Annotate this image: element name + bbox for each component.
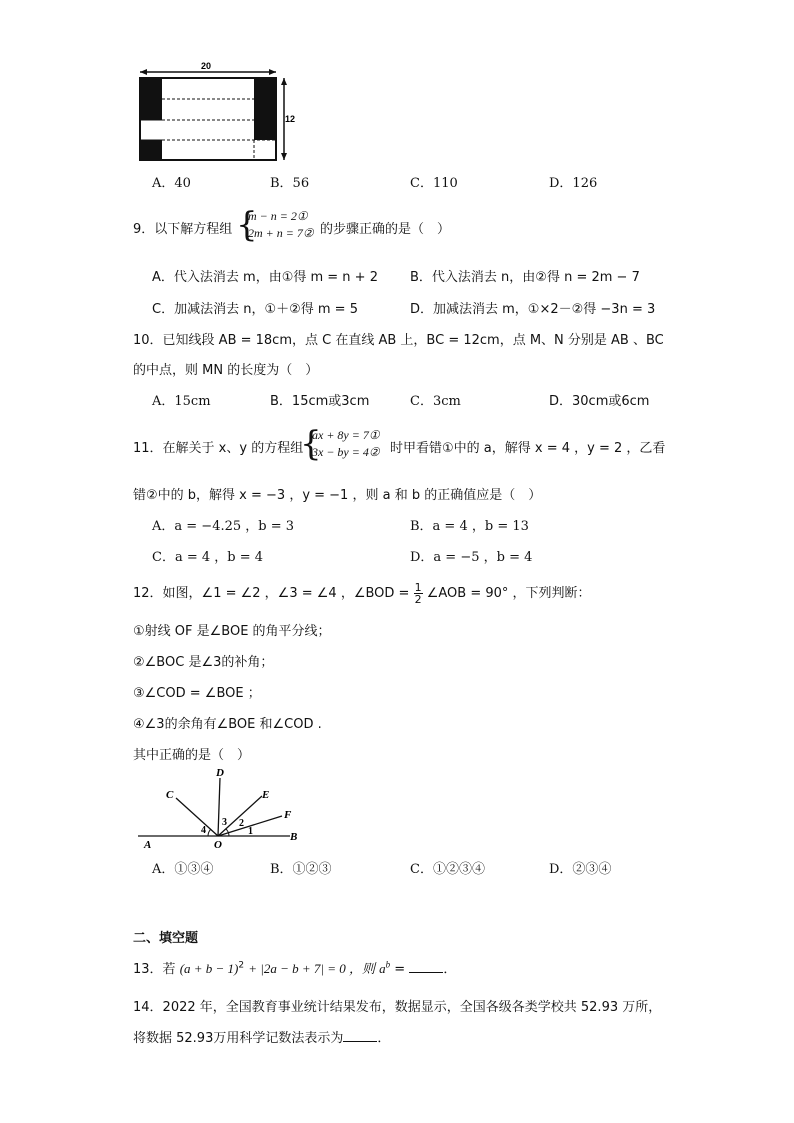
q12-option-b: B．①②③ bbox=[270, 862, 332, 877]
q12-intro-a: 12．如图，∠1 = ∠2 ，∠3 = ∠4 ，∠BOD = bbox=[133, 586, 410, 601]
width-label: 20 bbox=[200, 61, 212, 71]
q11-brace: { bbox=[300, 424, 322, 464]
q8-option-a: A．40 bbox=[152, 176, 191, 191]
q14-line2b: ． bbox=[377, 1031, 391, 1046]
q11-eq2: 3x − by = 4② bbox=[312, 445, 380, 459]
angle-figure bbox=[130, 768, 320, 850]
q12-option-a: A．①③④ bbox=[152, 862, 214, 877]
q11-option-c: C．a = 4 ，b = 4 bbox=[152, 550, 264, 565]
q11-line2: 错②中的 b，解得 x = −3 ，y = −1 ，则 a 和 b 的正确值应是（ ） bbox=[133, 488, 542, 503]
q10-line1: 10．已知线段 AB = 18cm，点 C 在直线 AB 上，BC = 12cm，点 M、N 分别是 AB 、BC bbox=[133, 333, 664, 348]
q12-item-3: ③∠COD = ∠BOE ； bbox=[133, 686, 261, 701]
q14-line2 bbox=[133, 1027, 390, 1046]
height-label: 12 bbox=[285, 114, 296, 124]
q13-b: + |2a − b + 7| = 0 ，则 bbox=[248, 961, 376, 976]
label-f: F bbox=[284, 809, 292, 821]
q10-option-c: C．3cm bbox=[410, 394, 461, 409]
q8-option-b: B．56 bbox=[270, 176, 310, 191]
q13-sup: 2 bbox=[238, 960, 245, 971]
q10-option-d: D．30cm或6cm bbox=[549, 394, 650, 409]
q9-brace: { bbox=[236, 205, 258, 245]
q12-frac-num: 1 bbox=[414, 581, 422, 594]
q11-suffix: 时甲看错①中的 a，解得 x = 4 ，y = 2 ，乙看 bbox=[390, 441, 666, 456]
q12-fraction bbox=[414, 582, 423, 605]
q12-option-c: C．①②③④ bbox=[410, 862, 485, 877]
q12-ask: 其中正确的是（ ） bbox=[133, 748, 251, 763]
q12-option-d: D．②③④ bbox=[549, 862, 612, 877]
q8-option-d: D．126 bbox=[549, 176, 598, 191]
q9-system bbox=[248, 208, 314, 242]
section-title: 二、填空题 bbox=[133, 931, 199, 946]
q13-answer-blank[interactable] bbox=[409, 960, 443, 973]
q9-eq2: 2m + n = 7② bbox=[248, 226, 314, 240]
q12-item-2: ②∠BOC 是∠3的补角； bbox=[133, 655, 274, 670]
q12-intro bbox=[133, 582, 591, 605]
q11-system bbox=[312, 427, 380, 461]
q14-line2a: 将数据 52.93万用科学记数法表示为 bbox=[133, 1031, 344, 1046]
label-2: 2 bbox=[239, 818, 244, 829]
q9-option-d: D．加减法消去 m，①×2－②得 −3n = 3 bbox=[410, 302, 656, 317]
q12-item-1: ①射线 OF 是∠BOE 的角平分线； bbox=[133, 624, 331, 639]
q10-line2: 的中点，则 MN 的长度为（ ） bbox=[133, 363, 319, 378]
q13-csup: b bbox=[385, 959, 391, 970]
q11-option-d: D．a = −5 ，b = 4 bbox=[410, 550, 533, 565]
q13-line bbox=[133, 958, 456, 977]
q11-eq1: ax + 8y = 7① bbox=[312, 428, 380, 442]
q13-e: ． bbox=[443, 962, 457, 977]
q8-option-c: C．110 bbox=[410, 176, 458, 191]
label-c: C bbox=[166, 789, 174, 801]
q9-option-a: A．代入法消去 m，由①得 m = n + 2 bbox=[152, 270, 378, 285]
q13-expr: (a + b − 1) bbox=[179, 961, 239, 976]
label-1: 1 bbox=[248, 826, 253, 837]
q10-option-b: B．15cm或3cm bbox=[270, 394, 370, 409]
q13-a: 13．若 bbox=[133, 962, 176, 977]
q13-c: a bbox=[379, 961, 386, 976]
q12-item-4: ④∠3的余角有∠BOE 和∠COD . bbox=[133, 717, 322, 732]
q9-option-c: C．加减法消去 n，①＋②得 m = 5 bbox=[152, 302, 358, 317]
q11-prefix: 11．在解关于 x、y 的方程组 bbox=[133, 441, 304, 456]
q9-option-b: B．代入法消去 n，由②得 n = 2m − 7 bbox=[410, 270, 640, 285]
q13-d: = bbox=[394, 962, 406, 977]
label-o: O bbox=[214, 839, 222, 850]
q14-line1: 14．2022 年，全国教育事业统计结果发布，数据显示，全国各级各类学校共 52.93 万所， bbox=[133, 1000, 662, 1015]
label-3: 3 bbox=[222, 817, 227, 828]
rectangle-figure bbox=[134, 60, 304, 166]
q11-option-b: B．a = 4 ，b = 13 bbox=[410, 519, 529, 534]
q9-prefix: 9．以下解方程组 bbox=[133, 222, 233, 237]
label-4: 4 bbox=[201, 825, 206, 836]
q9-eq1: m − n = 2① bbox=[248, 209, 308, 223]
q11-option-a: A．a = −4.25 ，b = 3 bbox=[152, 519, 295, 534]
label-d: D bbox=[216, 768, 224, 779]
q10-option-a: A．15cm bbox=[152, 394, 211, 409]
q12-frac-den: 2 bbox=[414, 593, 422, 606]
label-a: A bbox=[144, 839, 152, 850]
label-b: B bbox=[290, 831, 298, 843]
q14-answer-blank[interactable] bbox=[343, 1029, 377, 1042]
q9-suffix: 的步骤正确的是（ ） bbox=[320, 222, 451, 237]
label-e: E bbox=[262, 789, 270, 801]
q12-intro-b: ∠AOB = 90° ，下列判断： bbox=[426, 586, 591, 601]
